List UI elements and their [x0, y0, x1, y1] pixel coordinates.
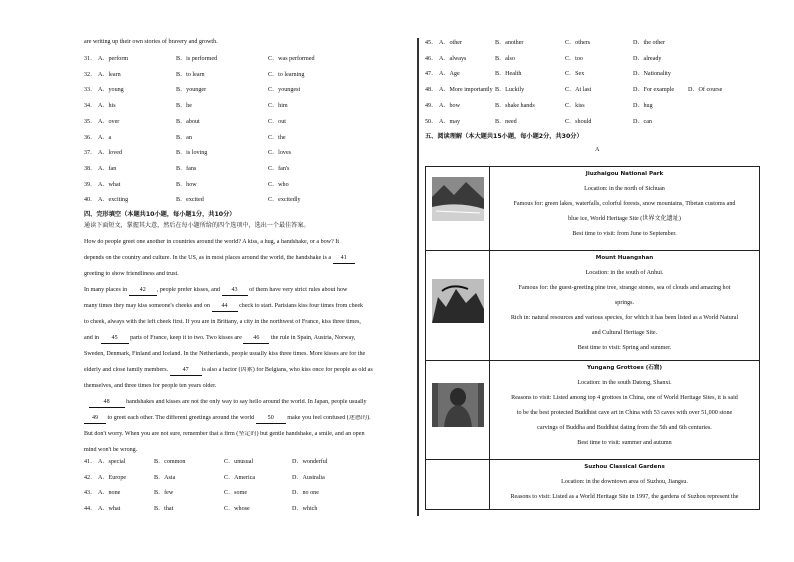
intro-line: are writing up their own stories of bravery and growth.: [84, 39, 218, 45]
question-number: 34．: [84, 103, 97, 110]
image-cell: [426, 460, 490, 510]
option-c[interactable]: C．him: [268, 103, 288, 110]
option-c[interactable]: C．should: [565, 118, 592, 125]
option-a[interactable]: A．none: [98, 490, 121, 496]
option-a[interactable]: A．young: [98, 87, 124, 94]
option-a[interactable]: A．Europe: [98, 474, 127, 481]
passage-line: Sweden, Denmark, Finland and Iceland. In the Netherlands, people usually kiss three times. More kisses are for the: [84, 351, 366, 357]
option-d[interactable]: D．the other: [633, 40, 665, 46]
place-line: Location: in the downtown area of Suzhou, Jiangsu.: [561, 478, 688, 485]
option-a[interactable]: A．loved: [98, 150, 123, 157]
option-row: [84, 150, 414, 160]
yungang-photo: [432, 383, 484, 427]
place-line: Best time to visit: summer and autumn: [577, 439, 672, 446]
question-number: 38．: [84, 165, 97, 172]
option-d[interactable]: D．Nationality: [633, 71, 671, 78]
option-c[interactable]: C．out: [268, 118, 286, 125]
blank-45: 45: [101, 335, 129, 344]
option-a[interactable]: A．bow: [439, 102, 460, 109]
option-c[interactable]: C．too: [565, 55, 583, 62]
passage-line: depends on the country and culture. In the US, as in most places around the world, the handshake is a 41: [84, 255, 414, 271]
place-line: Reasons to visit: Listed as a World Heritage Site in 1997, the gardens of Suzhou represent the: [510, 493, 739, 500]
place-line: Location: in the south of Anhui.: [585, 269, 664, 276]
table-row: [426, 361, 760, 460]
option-b[interactable]: B．fans: [176, 165, 197, 172]
place-name: Suzhou Classical Gardens: [584, 464, 665, 470]
option-row: [425, 87, 760, 97]
option-row: [84, 119, 414, 129]
blank-43: 43: [222, 287, 248, 296]
option-b[interactable]: B．Health: [495, 71, 522, 78]
option-row: [84, 103, 414, 113]
option-b[interactable]: B．another: [495, 40, 524, 46]
blank-47: 47: [170, 367, 202, 376]
option-c[interactable]: C．fan's: [268, 165, 290, 172]
place-info: [490, 460, 760, 510]
option-b[interactable]: B．is performed: [176, 56, 218, 62]
huangshan-photo: [432, 279, 484, 323]
option-c[interactable]: C．Sex: [565, 71, 585, 78]
table-row: [426, 167, 760, 251]
option-a[interactable]: A．fan: [98, 165, 117, 172]
option-d[interactable]: D．For example: [633, 87, 675, 94]
option-b[interactable]: B．few: [154, 490, 174, 496]
option-c[interactable]: C．to learning: [268, 71, 305, 78]
question-number: 40．: [84, 197, 97, 204]
blank-46: 46: [243, 335, 269, 344]
option-b[interactable]: B．that: [154, 505, 174, 512]
option-c[interactable]: C．the: [268, 134, 286, 141]
passage-line: How do people greet one another in countries around the world? A kiss, a hug, a handshake, or a bow? It: [84, 239, 340, 245]
option-c[interactable]: C．others: [565, 40, 591, 46]
option-a[interactable]: A．learn: [98, 71, 121, 78]
option-b[interactable]: B．Asia: [154, 474, 176, 481]
option-b[interactable]: B．also: [495, 55, 515, 62]
option-row: [425, 40, 760, 50]
option-c[interactable]: C．whose: [224, 505, 250, 512]
option-c[interactable]: C．kiss: [565, 102, 585, 109]
place-line: Location: in the south Datong, Shanxi.: [577, 379, 672, 386]
passage-line: In many places in 42 , people prefer kisses, and 43 of them have very strict rules about how: [84, 287, 414, 303]
option-a[interactable]: A．what: [98, 181, 121, 188]
blank-41: 41: [333, 255, 355, 264]
option-a[interactable]: A．may: [439, 118, 460, 125]
passage-line: 48 handshakes and kisses are not the only way to say hello around the world. In Japan, people usually: [84, 399, 414, 415]
place-line: Location: in the north of Sichuan: [584, 185, 665, 192]
passage-line: themselves, and three times for people ten years older.: [84, 383, 217, 389]
option-a[interactable]: A．always: [439, 55, 467, 62]
place-line: springs.: [614, 299, 635, 306]
question-number: 42．: [84, 474, 97, 481]
passage-line: 49 to greet each other. The different greetings around the world 50 make you feel confused (迷惑的).: [84, 415, 414, 431]
option-a[interactable]: A．a: [98, 134, 112, 141]
place-line: blue ice, World Heritage Site (世界文化遗址): [568, 215, 681, 222]
table-row: [426, 251, 760, 361]
option-a[interactable]: A．his: [98, 103, 116, 110]
passage-line: and in 45 parts of France, keep it to two. Two kisses are 46 the rule in Spain, Austria, Norway,: [84, 335, 414, 351]
option-d[interactable]: D．can: [633, 118, 652, 125]
cloze-passage: [84, 239, 414, 463]
option-row: [84, 87, 414, 97]
option-d[interactable]: D．already: [633, 55, 662, 62]
option-row: [425, 103, 760, 113]
option-b[interactable]: B．excited: [176, 197, 204, 204]
option-d[interactable]: D．no one: [292, 490, 319, 496]
option-row: [84, 197, 414, 207]
option-c[interactable]: C．some: [224, 490, 248, 496]
blank-50: 50: [256, 415, 286, 424]
question-number: 39．: [84, 181, 97, 188]
place-line: Best time to visit: from June to September.: [572, 230, 677, 237]
blank-44: 44: [212, 303, 238, 312]
place-line: Rich in: natural resources and various species, for which it has been listed as a World Natural: [510, 314, 739, 321]
question-number: 50．: [425, 118, 438, 125]
question-number: 44．: [84, 505, 97, 512]
option-b[interactable]: B．shake hands: [495, 102, 535, 109]
option-c[interactable]: C．excitedly: [268, 197, 301, 204]
option-d[interactable]: D．hug: [633, 102, 653, 109]
section5-sub: A: [595, 147, 600, 153]
option-b[interactable]: B．he: [176, 103, 192, 110]
question-number: 45．: [425, 40, 438, 46]
option-b[interactable]: B．Luckily: [495, 87, 525, 94]
option-row: [84, 459, 414, 469]
option-e[interactable]: D．Of course: [688, 87, 723, 94]
option-b[interactable]: B．need: [495, 118, 517, 125]
option-a[interactable]: A．over: [98, 118, 120, 125]
option-b[interactable]: B．to learn: [176, 71, 205, 78]
option-row: [84, 56, 414, 66]
section5-title: 五、阅读理解（本大题共15小题，每小题2分，共30分）: [425, 133, 583, 140]
place-name: Yungang Grottoes (石窟): [586, 365, 663, 371]
option-row: [84, 72, 414, 82]
image-cell: [426, 251, 490, 361]
option-row: [84, 166, 414, 176]
passage-line: elderly and close family members. 47 is also a factor (因素) for Belgians, who kiss once for people as old as: [84, 367, 414, 383]
option-row: [84, 135, 414, 145]
option-a[interactable]: A．perform: [98, 56, 129, 62]
blank-42: 42: [129, 287, 157, 296]
option-c[interactable]: C．was performed: [268, 56, 315, 62]
place-line: and Cultural Heritage Site.: [591, 329, 658, 336]
place-line: carvings of Buddha and Buddhist dating from the 5th and 6th centuries.: [537, 424, 712, 431]
place-name: Jiuzhaigou National Park: [585, 171, 664, 177]
passage-line: But don't worry. When you are not sure, remember that a firm (坚定的) but gentle handshake, a smile, and an open: [84, 431, 365, 437]
option-row: [84, 182, 414, 192]
option-c[interactable]: C．loves: [268, 150, 292, 157]
option-row: [425, 119, 760, 129]
option-c[interactable]: C．America: [224, 474, 256, 481]
option-b[interactable]: B．is loving: [176, 150, 208, 157]
table-row: [426, 460, 760, 510]
option-a[interactable]: A．Age: [439, 71, 460, 78]
blank-48: 48: [89, 399, 125, 408]
question-number: 37．: [84, 150, 97, 157]
image-cell: [426, 167, 490, 251]
place-info: [490, 167, 760, 251]
option-b[interactable]: B．about: [176, 118, 200, 125]
question-number: 35．: [84, 118, 97, 125]
passage-line: to cheek, always with the left cheek first. If you are in Brittany, a city in the northwest of France, kiss three times,: [84, 319, 361, 325]
question-number: 47．: [425, 71, 438, 78]
question-number: 46．: [425, 55, 438, 62]
option-a[interactable]: A．exciting: [98, 197, 129, 204]
place-line: Famous for: green lakes, waterfalls, colorful forests, snow mountains, Tibetan customs and: [513, 200, 736, 207]
section4-title: 四、完形填空（本题共10小题，每小题1分，共10分）: [84, 211, 236, 218]
option-a[interactable]: A．special: [98, 459, 126, 465]
question-number: 48．: [425, 87, 438, 94]
question-number: 33．: [84, 87, 97, 94]
option-b[interactable]: B．how: [176, 181, 197, 188]
column-divider: [417, 38, 419, 516]
question-number: 36．: [84, 134, 97, 141]
place-line: to be the best protected Buddhist cave art in China with 53 caves with over 51,000 stone: [516, 409, 733, 416]
option-a[interactable]: A．what: [98, 505, 121, 512]
blank-49: 49: [84, 415, 106, 424]
question-number: 49．: [425, 102, 438, 109]
place-line: Best time to visit: Spring and summer.: [577, 344, 672, 351]
option-b[interactable]: B．an: [176, 134, 192, 141]
option-row: [425, 56, 760, 66]
section4-instructions: 通读下面短文，掌握其大意，然后在每小题所给的四个选项中，选出一个最佳答案。: [84, 223, 310, 229]
option-row: [84, 506, 414, 516]
question-number: 31．: [84, 56, 97, 62]
jiuzhaigou-photo: [432, 177, 484, 221]
image-cell: [426, 361, 490, 460]
place-line: Reasons to visit: Listed among top 4 grottoes in China, one of World Heritage Sites, it is said: [511, 394, 738, 401]
option-d[interactable]: D．Australia: [292, 474, 325, 481]
passage-line: greeting to show friendliness and trust.: [84, 271, 179, 277]
question-number: 41．: [84, 459, 97, 465]
question-number: 43．: [84, 490, 97, 496]
option-row: [84, 475, 414, 485]
option-row: [425, 71, 760, 81]
option-c[interactable]: C．unusual: [224, 459, 254, 465]
option-b[interactable]: B．common: [154, 459, 186, 465]
option-d[interactable]: D．wonderful: [292, 459, 328, 465]
passage-line: mind won't be wrong.: [84, 447, 138, 453]
option-a[interactable]: A．other: [439, 40, 463, 46]
place-info: [490, 361, 760, 460]
place-name: Mount Huangshan: [595, 255, 654, 261]
place-info: [490, 251, 760, 361]
option-c[interactable]: C．youngest: [268, 87, 301, 94]
option-b[interactable]: B．younger: [176, 87, 207, 94]
option-c[interactable]: C．who: [268, 181, 289, 188]
place-line: Famous for: the guest-greeting pine tree, strange stones, sea of clouds and amazing hot: [518, 284, 731, 291]
places-table: [425, 166, 760, 510]
option-c[interactable]: C．At last: [565, 87, 592, 94]
question-number: 32．: [84, 71, 97, 78]
option-d[interactable]: D．which: [292, 505, 318, 512]
option-row: [84, 490, 414, 500]
option-a[interactable]: A．More importantly: [439, 87, 493, 94]
passage-line: many times they may kiss someone's cheeks and on 44 check to start. Parisians kiss four times from cheek: [84, 303, 414, 319]
